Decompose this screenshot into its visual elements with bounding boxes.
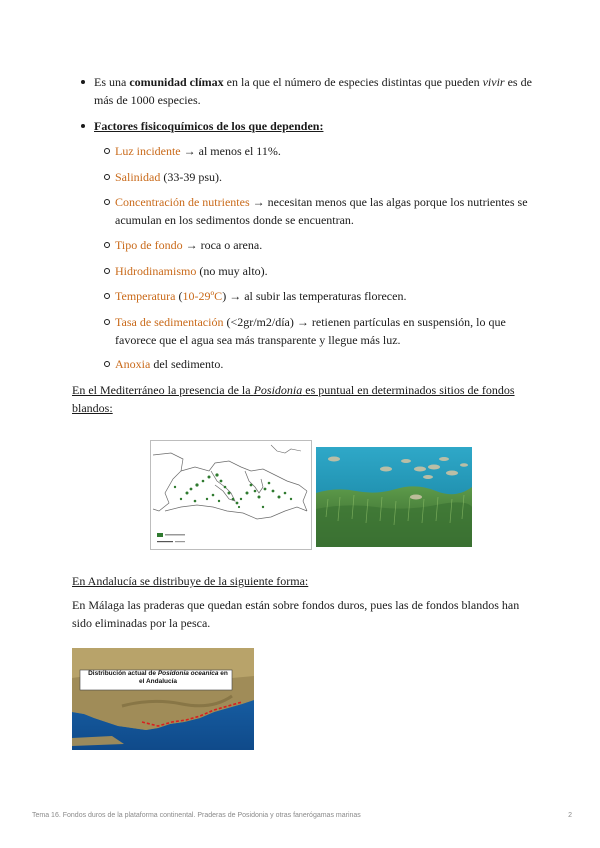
- factor-item: Anoxia del sedimento.: [115, 357, 224, 371]
- sub-bullet-marker: [104, 262, 112, 280]
- sub-bullet-marker: [104, 193, 112, 211]
- factor-item: Concentración de nutrientes → necesitan menos que las algas porque los nutrientes se acumulan en los sedimentos donde se encuentran.: [115, 195, 528, 227]
- sub-bullet-marker: [104, 287, 112, 305]
- mediterranean-map-drawing: [151, 441, 311, 549]
- sub-bullet-marker: [104, 168, 112, 186]
- intro-paragraph: Es una comunidad clímax en la que el número de especies distintas que pueden vivir es de más de 1000 especies.: [94, 75, 532, 107]
- factors-heading: Factores fisicoquímicos de los que dependen:: [94, 119, 324, 133]
- andalucia-map-drawing: [72, 648, 254, 750]
- bullet-marker: [80, 73, 88, 91]
- map-caption: Distribución actual de Posidonia oceanica en el Andalucía: [88, 670, 228, 685]
- footer-title: Tema 16. Fondos duros de la plataforma continental. Praderas de Posidonia y otras fanerógamas marinas: [32, 812, 361, 819]
- factor-item: Temperatura (10-29ºC) → al subir las temperaturas florecen.: [115, 289, 407, 303]
- andalucia-heading: En Andalucía se distribuye de la siguiente forma:: [72, 574, 309, 588]
- mediterranean-paragraph: En el Mediterráneo la presencia de la Posidonia es puntual en determinados sitios de fondos blandos:: [72, 383, 515, 415]
- sub-bullet-marker: [104, 355, 112, 373]
- mediterranean-map-image: [150, 440, 312, 550]
- malaga-paragraph: En Málaga las praderas que quedan están sobre fondos duros, pues las de fondos blandos han sido eliminadas por la pesca.: [72, 598, 520, 630]
- sub-bullet-marker: [104, 313, 112, 331]
- bullet-marker: [80, 117, 88, 135]
- page-number: 2: [568, 812, 572, 819]
- factor-item: Tipo de fondo → roca o arena.: [115, 238, 263, 252]
- factor-item: Tasa de sedimentación (<2gr/m2/día) → retienen partículas en suspensión, lo que favorece que el agua sea más transparente y llegue más luz.: [115, 315, 506, 347]
- andalucia-distribution-map: [72, 648, 254, 750]
- sub-bullet-marker: [104, 236, 112, 254]
- page-footer: [32, 812, 572, 819]
- factor-item: Salinidad (33-39 psu).: [115, 170, 222, 184]
- factor-item: Luz incidente → al menos el 11%.: [115, 144, 281, 158]
- sub-bullet-marker: [104, 142, 112, 160]
- posidonia-meadow-photo: [316, 447, 472, 547]
- factor-item: Hidrodinamismo (no muy alto).: [115, 264, 268, 278]
- posidonia-meadow-drawing: [316, 447, 472, 547]
